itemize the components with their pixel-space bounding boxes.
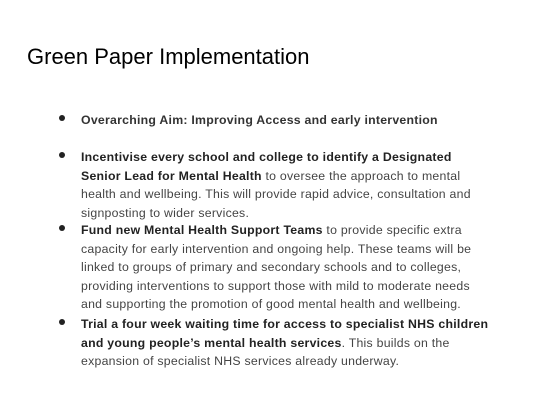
bullet-plain-text: . This builds on the expansion of specialist NHS services already underway. <box>81 335 450 369</box>
bullet-bold-text: Fund new Mental Health Support Teams <box>81 223 323 237</box>
bullet-text <box>81 221 493 314</box>
bullet-dot-icon <box>59 225 65 231</box>
bullet-plain-text: to oversee the approach to mental health and wellbeing. This will provide rapid advice, consultation and signposting to wider services. <box>81 168 471 220</box>
bullet-bold-text: Overarching Aim: Improving Access and early intervention <box>81 113 438 127</box>
bullet-text <box>81 111 493 130</box>
bullet-plain-text: to provide specific extra capacity for early intervention and ongoing help. These teams will be linked to groups of primary and secondary schools and to colleges, providing interventions to support those with mild to moderate needs and supporting the promotion of good mental health and wellbeing. <box>81 223 472 312</box>
bullet-bold-text: Incentivise every school and college to identify a Designated Senior Lead for Mental Health <box>81 150 452 183</box>
bullet-text <box>81 148 493 222</box>
bullet-dot-icon <box>59 115 65 121</box>
slide-title: Green Paper Implementation <box>27 44 310 69</box>
bullet-bold-text: Trial a four week waiting time for access to specialist NHS children and young people’s mental health services <box>81 317 489 350</box>
bullet-dot-icon <box>59 152 65 158</box>
bullet-dot-icon <box>59 319 65 325</box>
bullet-text <box>81 315 493 371</box>
